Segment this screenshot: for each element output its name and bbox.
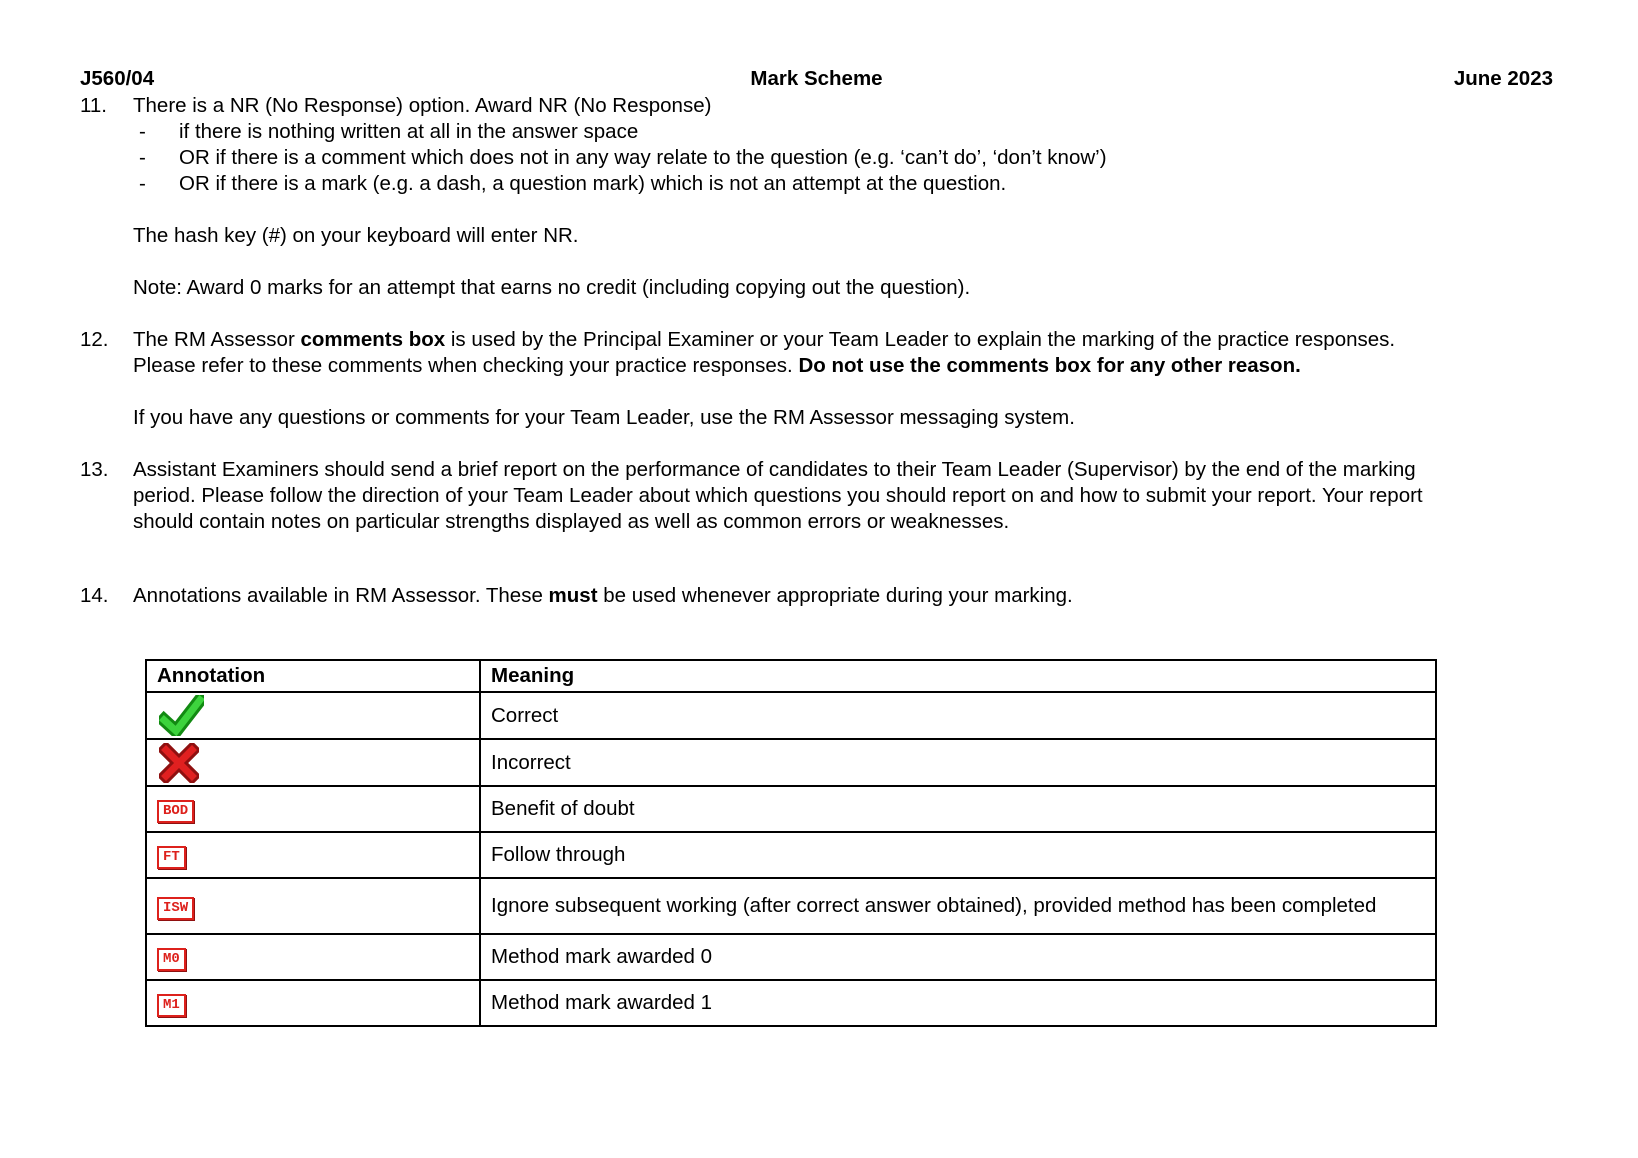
ft-annotation-badge: FT <box>157 846 186 869</box>
table-row <box>146 786 1436 832</box>
bullet-text: OR if there is a comment which does not in any way relate to the question (e.g. ‘can’t do’, ‘don’t know’) <box>179 146 1107 169</box>
bullet-text: if there is nothing written at all in the answer space <box>179 120 639 143</box>
session-date: June 2023 <box>1453 67 1553 90</box>
paper-code: J560/04 <box>80 67 155 90</box>
meaning-cell <box>480 878 1436 934</box>
table-row <box>146 739 1436 786</box>
item-11-intro: There is a NR (No Response) option. Award NR (No Response) <box>133 94 712 117</box>
instruction-item-14 <box>80 583 1553 609</box>
annotations-table <box>145 659 1437 1027</box>
annotation-column-header: Annotation <box>146 660 480 692</box>
table-row <box>146 832 1436 878</box>
green-tick-icon <box>159 695 204 736</box>
meaning-cell: Incorrect <box>480 739 1436 786</box>
annotation-cell <box>146 692 480 739</box>
zero-marks-note: Note: Award 0 marks for an attempt that earns no credit (including copying out the question). <box>133 276 971 299</box>
hash-key-note: The hash key (#) on your keyboard will enter NR. <box>133 224 579 247</box>
table-row <box>146 692 1436 739</box>
instruction-item-12 <box>80 327 1553 431</box>
item-number: 13. <box>80 458 109 481</box>
m1-annotation-badge: M1 <box>157 994 186 1017</box>
bullet-text: OR if there is a mark (e.g. a dash, a question mark) which is not an attempt at the question. <box>179 172 1007 195</box>
annotation-cell <box>146 980 480 1026</box>
m0-annotation-badge: M0 <box>157 948 186 971</box>
item-body <box>133 327 1463 431</box>
annotation-cell <box>146 786 480 832</box>
isw-annotation-badge: ISW <box>157 897 194 920</box>
item-14-paragraph: Annotations available in RM Assessor. These must be used whenever appropriate during your marking. <box>133 584 1073 607</box>
meaning-column-header: Meaning <box>480 660 1436 692</box>
item-12-paragraph: The RM Assessor comments box is used by the Principal Examiner or your Team Leader to explain the marking of the practice responses. Please refer to these comments when checking your practice responses. Do not use the comments box for any other reason. <box>133 328 1396 377</box>
item-body <box>133 93 1463 301</box>
item-12-paragraph-2: If you have any questions or comments for your Team Leader, use the RM Assessor messaging system. <box>133 406 1075 429</box>
bullet-item <box>133 119 1463 145</box>
item-number: 11. <box>80 94 107 117</box>
instruction-item-11 <box>80 93 1553 301</box>
item-number: 14. <box>80 584 109 607</box>
table-header-row <box>146 660 1436 692</box>
annotation-cell <box>146 832 480 878</box>
document-header <box>80 66 1553 92</box>
meaning-text: Ignore subsequent working (after correct answer obtained), provided method has been completed <box>491 894 1377 917</box>
bullet-dash: - <box>139 172 146 195</box>
bullet-dash: - <box>139 120 146 143</box>
red-cross-icon <box>159 743 199 783</box>
bullet-item <box>133 171 1463 197</box>
annotation-cell <box>146 878 480 934</box>
table-row <box>146 980 1436 1026</box>
meaning-cell: Correct <box>480 692 1436 739</box>
meaning-cell: Method mark awarded 0 <box>480 934 1436 980</box>
page-title: Mark Scheme <box>750 67 883 90</box>
bod-annotation-badge: BOD <box>157 800 194 823</box>
bullet-item <box>133 145 1463 171</box>
meaning-cell: Benefit of doubt <box>480 786 1436 832</box>
item-body <box>133 457 1463 535</box>
annotation-cell <box>146 934 480 980</box>
item-number: 12. <box>80 328 109 351</box>
item-body <box>133 583 1463 609</box>
item-13-paragraph: Assistant Examiners should send a brief report on the performance of candidates to their Team Leader (Supervisor) by the end of the marking period. Please follow the direction of your Team Leader about which questions you should report on and how to submit your report. Your report should contain notes on particular strengths displayed as well as common errors or weaknesses. <box>133 458 1423 533</box>
bullet-dash: - <box>139 146 146 169</box>
table-row <box>146 878 1436 934</box>
annotation-cell <box>146 739 480 786</box>
meaning-cell: Method mark awarded 1 <box>480 980 1436 1026</box>
meaning-cell: Follow through <box>480 832 1436 878</box>
table-row <box>146 934 1436 980</box>
instruction-item-13 <box>80 457 1553 535</box>
